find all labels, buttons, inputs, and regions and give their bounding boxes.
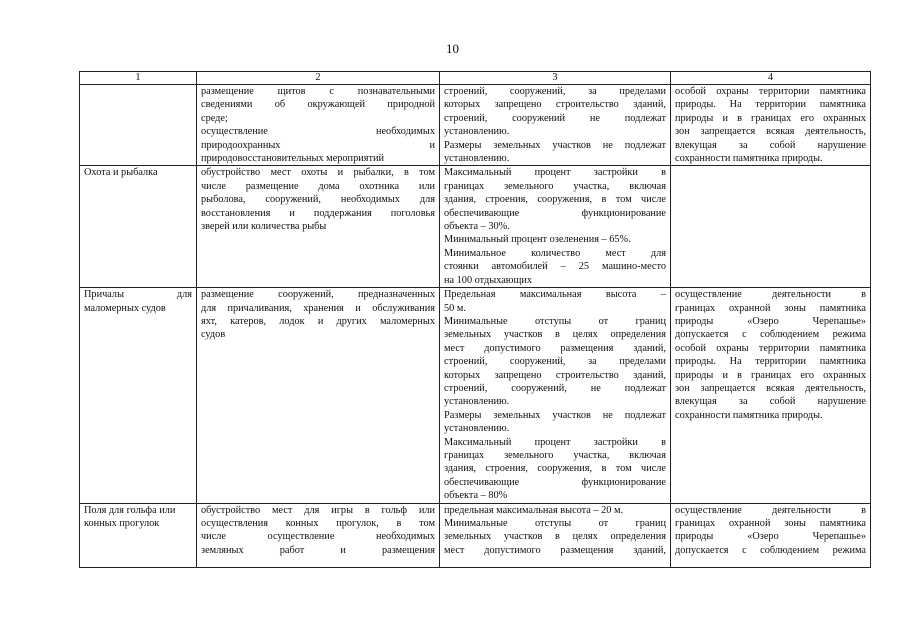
text-line: Предельная максимальная высота –: [444, 289, 666, 301]
text-line: Размеры земельных участков не подлежат: [444, 409, 666, 421]
text-line: 50 м.: [444, 302, 466, 314]
table-row: [80, 503, 871, 567]
text-line: осуществление деятельности в: [675, 289, 866, 301]
text-line: которых запрещено строительство зданий,: [444, 99, 666, 111]
row-label: конных прогулок: [84, 518, 160, 529]
text-line: влекущая за собой нарушение: [675, 139, 866, 151]
text-line: рыболова, сооружений, необходимых для: [201, 194, 435, 206]
text-line: мест допустимого размещения зданий,: [444, 544, 666, 556]
text-line: Минимальное количество мест для: [444, 247, 666, 259]
row-label: Охота и рыбалка: [84, 167, 158, 179]
text-line: Размеры земельных участков не подлежат: [444, 139, 666, 151]
text-line: обустройство мест охоты и рыбалки, в том: [201, 167, 435, 179]
text-line: среде;: [201, 112, 228, 124]
row0-col1: [80, 85, 197, 166]
text-line: влекущая за собой нарушение: [675, 396, 866, 408]
text-line: яхт, катеров, лодок и других маломерных: [201, 315, 435, 327]
text-line: зон запрещается всякая деятельность,: [675, 382, 866, 394]
row1-col4: [671, 166, 871, 288]
row-label: маломерных судов: [84, 302, 166, 314]
text-line: стоянки автомобилей – 25 машино-место: [444, 261, 666, 273]
text-line: восстановления и поддержания поголовья: [201, 207, 435, 219]
text-line: сведениями об окружающей природной: [201, 99, 435, 111]
text-line: установлению.: [444, 153, 510, 165]
text-line: особой охраны территории памятника: [675, 86, 866, 97]
row3-col1: [80, 503, 197, 567]
text-line: обеспечивающие функционирование: [444, 207, 666, 219]
text-line: числе размещение дома охотника или: [201, 180, 435, 192]
zoning-table: [79, 71, 871, 568]
header-cell-4: 4: [671, 72, 871, 85]
text-line: обеспечивающие функционирование: [444, 476, 666, 488]
text-line: границах охранной зоны памятника: [675, 302, 866, 314]
row1-col3: [440, 166, 671, 288]
header-cell-3: 3: [440, 72, 671, 85]
text-line: границах охранной зоны памятника: [675, 518, 866, 529]
text-line: Минимальные отступы от границ: [444, 315, 666, 327]
text-line: земляных работ и размещения: [201, 544, 435, 556]
text-line: Максимальный процент застройки в: [444, 167, 666, 179]
text-line: границах земельного участка, включая: [444, 449, 666, 461]
text-line: обустройство мест для игры в гольф или: [201, 504, 435, 516]
header-cell-2: 2: [197, 72, 440, 85]
text-line: строений, сооружений, за пределами: [444, 86, 666, 97]
text-line: природы. На территории памятника: [675, 356, 866, 368]
text-line: природы и в границах его охранных: [675, 369, 866, 381]
text-line: земельных участков в целях определения: [444, 329, 666, 341]
row1-col1: [80, 166, 197, 288]
text-line: судов: [201, 329, 226, 341]
text-line: осуществления конных прогулок, в том: [201, 518, 435, 529]
text-line: размещение сооружений, предназначенных: [201, 289, 435, 301]
table-row: [80, 166, 871, 288]
text-line: земельных участков в целях определения: [444, 531, 666, 543]
header-cell-1: 1: [80, 72, 197, 85]
row3-col2: [197, 503, 440, 567]
text-line: которых запрещено строительство зданий,: [444, 369, 666, 381]
row2-col1: [80, 288, 197, 504]
text-line: природоохранных и: [201, 139, 435, 151]
text-line: установлению.: [444, 396, 510, 408]
text-line: числе осуществление необходимых: [201, 531, 435, 543]
text-line: природовосстановительных мероприятий: [201, 153, 384, 165]
text-line: природы. На территории памятника: [675, 99, 866, 111]
text-line: сохранности памятника природы.: [675, 153, 823, 165]
row0-col2: [197, 85, 440, 166]
text-line: особой охраны территории памятника: [675, 342, 866, 354]
text-line: установлению.: [444, 126, 510, 138]
text-line: зверей или количества рыбы: [201, 221, 327, 233]
text-line: мест допустимого размещения зданий,: [444, 342, 666, 354]
text-line: строений, сооружений не подлежат: [444, 112, 666, 124]
text-line: предельная максимальная высота – 20 м.: [444, 504, 624, 516]
text-line: размещение щитов с познавательными: [201, 86, 435, 97]
table-header-row: [80, 72, 871, 85]
text-line: Максимальный процент застройки в: [444, 436, 666, 448]
text-line: установлению.: [444, 423, 510, 435]
text-line: осуществление деятельности в: [675, 504, 866, 516]
text-line: объекта – 80%: [444, 490, 508, 502]
text-line: природы «Озеро Черепашье»: [675, 315, 866, 327]
text-line: допускается с соблюдением режима: [675, 329, 866, 341]
text-line: границах земельного участка, включая: [444, 180, 666, 192]
row3-col3: [440, 503, 671, 567]
row1-col2: [197, 166, 440, 288]
text-line: Минимальные отступы от границ: [444, 518, 666, 529]
table-row: [80, 288, 871, 504]
table-row: [80, 85, 871, 166]
text-line: строений, сооружений, за пределами: [444, 356, 666, 368]
row0-col3: [440, 85, 671, 166]
row2-col2: [197, 288, 440, 504]
text-line: Минимальный процент озеленения – 65%.: [444, 234, 631, 246]
text-line: природы и в границах его охранных: [675, 112, 866, 124]
text-line: на 100 отдыхающих: [444, 274, 533, 286]
row2-col3: [440, 288, 671, 504]
text-line: допускается с соблюдением режима: [675, 544, 866, 556]
row2-col4: [671, 288, 871, 504]
text-line: строений, сооружений, не подлежат: [444, 382, 666, 394]
text-line: здания, строения, сооружения, в том числе: [444, 463, 666, 475]
text-line: здания, строения, сооружения, в том числе: [444, 194, 666, 206]
text-line: сохранности памятника природы.: [675, 409, 823, 421]
text-line: осуществление необходимых: [201, 126, 435, 138]
row-label: Причалы для: [84, 289, 192, 301]
text-line: для причаливания, хранения и обслуживания: [201, 302, 435, 314]
text-line: природы «Озеро Черепашье»: [675, 531, 866, 543]
text-line: объекта – 30%.: [444, 221, 510, 233]
text-line: зон запрещается всякая деятельность,: [675, 126, 866, 138]
row3-col4: [671, 503, 871, 567]
page-number: 10: [446, 41, 459, 56]
row0-col4: [671, 85, 871, 166]
row-label: Поля для гольфа или: [84, 504, 176, 516]
